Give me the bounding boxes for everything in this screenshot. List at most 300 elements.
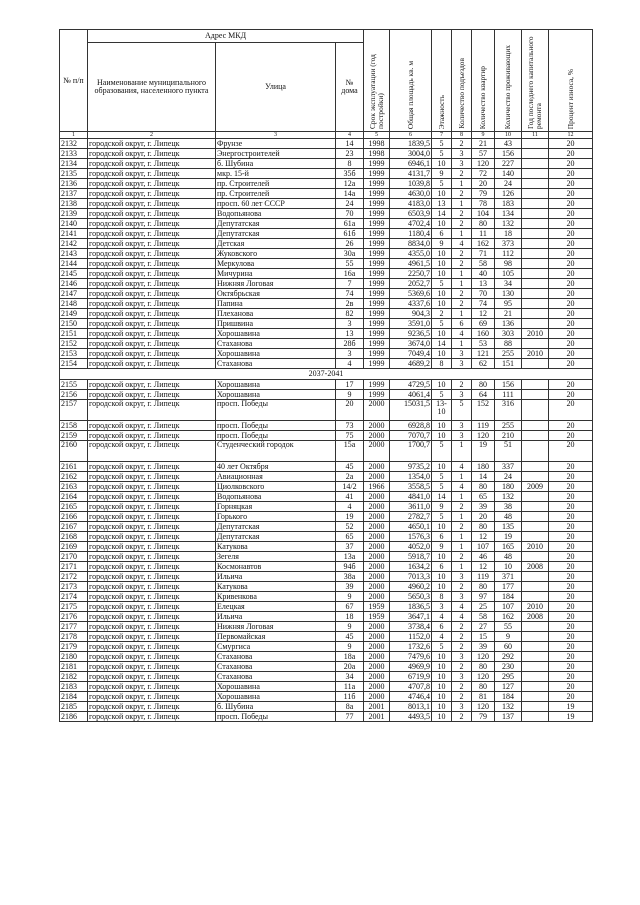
row-wear: 20 xyxy=(549,319,593,329)
column-number: 8 xyxy=(452,132,472,139)
row-year: 1999 xyxy=(364,179,390,189)
row-street: Катукова xyxy=(216,582,336,592)
row-no: 2172 xyxy=(60,572,88,582)
row-house: 8 xyxy=(336,159,364,169)
row-apartments: 162 xyxy=(472,239,495,249)
row-street: просп. Победы xyxy=(216,431,336,441)
row-municipality: городской округ, г. Липецк xyxy=(88,421,216,431)
table-row xyxy=(60,462,593,472)
row-street: Хорошавина xyxy=(216,682,336,692)
row-year: 2000 xyxy=(364,400,390,421)
header-area: Общая площадь кв. м xyxy=(390,30,432,132)
row-area: 3004,0 xyxy=(390,149,432,159)
row-no: 2181 xyxy=(60,662,88,672)
row-floors: 9 xyxy=(432,542,452,552)
table-row xyxy=(60,562,593,572)
row-last-repair xyxy=(522,441,549,462)
row-house: 52 xyxy=(336,522,364,532)
row-wear: 20 xyxy=(549,492,593,502)
row-entrances: 3 xyxy=(452,421,472,431)
row-apartments: 80 xyxy=(472,380,495,390)
row-floors: 5 xyxy=(432,441,452,462)
row-entrances: 6 xyxy=(452,319,472,329)
row-area: 4355,0 xyxy=(390,249,432,259)
row-area: 8834,0 xyxy=(390,239,432,249)
row-last-repair xyxy=(522,319,549,329)
header-street: Улица xyxy=(216,43,336,132)
row-wear: 20 xyxy=(549,421,593,431)
row-wear: 20 xyxy=(549,359,593,369)
row-no: 2157 xyxy=(60,400,88,421)
row-no: 2183 xyxy=(60,682,88,692)
row-last-repair: 2009 xyxy=(522,482,549,492)
row-house: 11б xyxy=(336,692,364,702)
row-municipality: городской округ, г. Липецк xyxy=(88,582,216,592)
row-entrances: 1 xyxy=(452,472,472,482)
row-wear: 20 xyxy=(549,299,593,309)
row-house: 61а xyxy=(336,219,364,229)
row-municipality: городской округ, г. Липецк xyxy=(88,179,216,189)
row-entrances: 1 xyxy=(452,441,472,462)
row-residents: 112 xyxy=(495,249,522,259)
row-last-repair xyxy=(522,472,549,482)
row-floors: 5 xyxy=(432,642,452,652)
row-municipality: городской округ, г. Липецк xyxy=(88,319,216,329)
row-house: 9 xyxy=(336,592,364,602)
row-house: 23 xyxy=(336,149,364,159)
row-street: Плеханова xyxy=(216,309,336,319)
row-street: мкр. 15-й xyxy=(216,169,336,179)
row-house: 14а xyxy=(336,189,364,199)
row-house: 55 xyxy=(336,259,364,269)
row-residents: 19 xyxy=(495,532,522,542)
row-municipality: городской округ, г. Липецк xyxy=(88,189,216,199)
row-municipality: городской округ, г. Липецк xyxy=(88,682,216,692)
table-row xyxy=(60,209,593,219)
column-number: 11 xyxy=(522,132,549,139)
row-wear: 20 xyxy=(549,542,593,552)
row-floors: 10 xyxy=(432,349,452,359)
table-row xyxy=(60,582,593,592)
table-row xyxy=(60,652,593,662)
row-floors: 10 xyxy=(432,692,452,702)
row-street: Авиационная xyxy=(216,472,336,482)
row-house: 75 xyxy=(336,431,364,441)
row-last-repair xyxy=(522,682,549,692)
row-area: 1152,0 xyxy=(390,632,432,642)
row-year: 1999 xyxy=(364,390,390,400)
row-residents: 18 xyxy=(495,229,522,239)
row-municipality: городской округ, г. Липецк xyxy=(88,652,216,662)
row-residents: 51 xyxy=(495,441,522,462)
table-row xyxy=(60,390,593,400)
row-entrances: 2 xyxy=(452,139,472,149)
row-residents: 177 xyxy=(495,582,522,592)
row-area: 4729,5 xyxy=(390,380,432,390)
row-floors: 10 xyxy=(432,249,452,259)
row-floors: 5 xyxy=(432,512,452,522)
row-floors: 2 xyxy=(432,309,452,319)
row-wear: 20 xyxy=(549,462,593,472)
row-municipality: городской округ, г. Липецк xyxy=(88,492,216,502)
row-municipality: городской округ, г. Липецк xyxy=(88,642,216,652)
row-no: 2148 xyxy=(60,299,88,309)
row-floors: 4 xyxy=(432,612,452,622)
row-year: 2000 xyxy=(364,441,390,462)
row-house: 3 xyxy=(336,349,364,359)
row-no: 2168 xyxy=(60,532,88,542)
row-apartments: 21 xyxy=(472,139,495,149)
row-area: 1732,6 xyxy=(390,642,432,652)
row-area: 4630,0 xyxy=(390,189,432,199)
period-separator-row xyxy=(60,369,593,380)
row-residents: 88 xyxy=(495,339,522,349)
table-row xyxy=(60,552,593,562)
row-wear: 20 xyxy=(549,522,593,532)
row-apartments: 62 xyxy=(472,359,495,369)
row-municipality: городской округ, г. Липецк xyxy=(88,239,216,249)
row-year: 1999 xyxy=(364,329,390,339)
table-row xyxy=(60,622,593,632)
row-apartments: 81 xyxy=(472,692,495,702)
row-no: 2139 xyxy=(60,209,88,219)
row-area: 6928,8 xyxy=(390,421,432,431)
column-number: 6 xyxy=(390,132,432,139)
row-floors: 13- 10 xyxy=(432,400,452,421)
row-municipality: городской округ, г. Липецк xyxy=(88,249,216,259)
row-house: 9 xyxy=(336,622,364,632)
row-area: 4689,2 xyxy=(390,359,432,369)
row-year: 2000 xyxy=(364,642,390,652)
row-floors: 8 xyxy=(432,592,452,602)
row-entrances: 4 xyxy=(452,482,472,492)
row-apartments: 46 xyxy=(472,552,495,562)
row-wear: 20 xyxy=(549,309,593,319)
row-residents: 255 xyxy=(495,349,522,359)
row-house: 14/2 xyxy=(336,482,364,492)
row-area: 6503,9 xyxy=(390,209,432,219)
row-entrances: 3 xyxy=(452,359,472,369)
header-wear: Процент износа, % xyxy=(549,30,593,132)
table-row xyxy=(60,149,593,159)
row-residents: 162 xyxy=(495,612,522,622)
column-number: 10 xyxy=(495,132,522,139)
row-floors: 10 xyxy=(432,572,452,582)
row-no: 2185 xyxy=(60,702,88,712)
row-area: 3647,1 xyxy=(390,612,432,622)
row-house: 28б xyxy=(336,339,364,349)
row-year: 1999 xyxy=(364,339,390,349)
row-house: 41 xyxy=(336,492,364,502)
row-house: 3 xyxy=(336,319,364,329)
table-row xyxy=(60,512,593,522)
row-residents: 295 xyxy=(495,672,522,682)
row-wear: 20 xyxy=(549,149,593,159)
table-row xyxy=(60,259,593,269)
row-floors: 10 xyxy=(432,682,452,692)
row-apartments: 39 xyxy=(472,502,495,512)
row-area: 5369,6 xyxy=(390,289,432,299)
header-row-group xyxy=(60,30,593,43)
row-house: 8а xyxy=(336,702,364,712)
row-floors: 6 xyxy=(432,562,452,572)
table-row xyxy=(60,299,593,309)
row-no: 2161 xyxy=(60,462,88,472)
row-apartments: 79 xyxy=(472,712,495,722)
row-apartments: 15 xyxy=(472,632,495,642)
row-street: Горького xyxy=(216,512,336,522)
row-year: 1999 xyxy=(364,169,390,179)
row-residents: 184 xyxy=(495,592,522,602)
header-residents: Количество проживающих xyxy=(495,30,522,132)
row-floors: 9 xyxy=(432,502,452,512)
row-street: Горняцкая xyxy=(216,502,336,512)
row-municipality: городской округ, г. Липецк xyxy=(88,229,216,239)
row-apartments: 11 xyxy=(472,229,495,239)
row-no: 2158 xyxy=(60,421,88,431)
row-no: 2162 xyxy=(60,472,88,482)
row-apartments: 71 xyxy=(472,249,495,259)
row-last-repair xyxy=(522,492,549,502)
row-entrances: 1 xyxy=(452,492,472,502)
row-area: 9735,2 xyxy=(390,462,432,472)
row-residents: 140 xyxy=(495,169,522,179)
row-apartments: 97 xyxy=(472,592,495,602)
row-street: Стаханова xyxy=(216,339,336,349)
row-area: 4961,5 xyxy=(390,259,432,269)
row-apartments: 78 xyxy=(472,199,495,209)
row-street: 40 лет Октября xyxy=(216,462,336,472)
row-no: 2171 xyxy=(60,562,88,572)
row-municipality: городской округ, г. Липецк xyxy=(88,692,216,702)
row-wear: 20 xyxy=(549,512,593,522)
row-house: 35б xyxy=(336,169,364,179)
table-row xyxy=(60,482,593,492)
row-area: 3558,5 xyxy=(390,482,432,492)
row-year: 2000 xyxy=(364,502,390,512)
row-house: 74 xyxy=(336,289,364,299)
row-wear: 20 xyxy=(549,682,593,692)
row-wear: 20 xyxy=(549,249,593,259)
row-entrances: 2 xyxy=(452,259,472,269)
row-area: 4841,0 xyxy=(390,492,432,502)
row-apartments: 53 xyxy=(472,339,495,349)
row-street: Мичурина xyxy=(216,269,336,279)
row-street: просп. Победы xyxy=(216,421,336,431)
column-number: 5 xyxy=(364,132,390,139)
row-last-repair xyxy=(522,339,549,349)
row-residents: 184 xyxy=(495,692,522,702)
row-municipality: городской округ, г. Липецк xyxy=(88,359,216,369)
row-house: 9 xyxy=(336,390,364,400)
row-no: 2176 xyxy=(60,612,88,622)
row-year: 2000 xyxy=(364,632,390,642)
row-no: 2149 xyxy=(60,309,88,319)
row-last-repair xyxy=(522,532,549,542)
row-house: 82 xyxy=(336,309,364,319)
row-last-repair xyxy=(522,269,549,279)
row-street: Стаханова xyxy=(216,652,336,662)
row-wear: 20 xyxy=(549,229,593,239)
row-street: Водопьянова xyxy=(216,209,336,219)
row-house: 26 xyxy=(336,239,364,249)
table-row xyxy=(60,602,593,612)
row-no: 2151 xyxy=(60,329,88,339)
row-wear: 20 xyxy=(549,602,593,612)
row-wear: 20 xyxy=(549,482,593,492)
row-no: 2136 xyxy=(60,179,88,189)
row-floors: 10 xyxy=(432,159,452,169)
table-row xyxy=(60,229,593,239)
row-year: 2000 xyxy=(364,421,390,431)
row-residents: 126 xyxy=(495,189,522,199)
row-last-repair xyxy=(522,179,549,189)
table-row xyxy=(60,431,593,441)
row-floors: 10 xyxy=(432,712,452,722)
row-floors: 5 xyxy=(432,149,452,159)
row-last-repair xyxy=(522,139,549,149)
row-area: 3591,0 xyxy=(390,319,432,329)
row-apartments: 119 xyxy=(472,421,495,431)
row-residents: 48 xyxy=(495,552,522,562)
row-entrances: 2 xyxy=(452,642,472,652)
row-wear: 20 xyxy=(549,592,593,602)
row-no: 2179 xyxy=(60,642,88,652)
row-wear: 20 xyxy=(549,189,593,199)
table-row xyxy=(60,289,593,299)
table-header xyxy=(60,30,593,139)
row-wear: 19 xyxy=(549,702,593,712)
row-apartments: 64 xyxy=(472,390,495,400)
row-last-repair xyxy=(522,572,549,582)
row-year: 1998 xyxy=(364,139,390,149)
row-residents: 130 xyxy=(495,289,522,299)
row-street: просп. 60 лет СССР xyxy=(216,199,336,209)
row-residents: 95 xyxy=(495,299,522,309)
row-no: 2137 xyxy=(60,189,88,199)
row-entrances: 3 xyxy=(452,431,472,441)
header-house: № дома xyxy=(336,43,364,132)
row-municipality: городской округ, г. Липецк xyxy=(88,572,216,582)
table-separator xyxy=(60,369,593,380)
row-house: 2а xyxy=(336,472,364,482)
row-residents: 55 xyxy=(495,622,522,632)
row-no: 2147 xyxy=(60,289,88,299)
row-street: Ильича xyxy=(216,612,336,622)
row-year: 1999 xyxy=(364,380,390,390)
row-apartments: 12 xyxy=(472,309,495,319)
row-apartments: 58 xyxy=(472,612,495,622)
row-municipality: городской округ, г. Липецк xyxy=(88,512,216,522)
row-residents: 135 xyxy=(495,522,522,532)
row-floors: 10 xyxy=(432,522,452,532)
row-last-repair: 2008 xyxy=(522,612,549,622)
row-floors: 4 xyxy=(432,632,452,642)
row-municipality: городской округ, г. Липецк xyxy=(88,289,216,299)
table-row xyxy=(60,502,593,512)
row-area: 5650,3 xyxy=(390,592,432,602)
row-entrances: 5 xyxy=(452,400,472,421)
row-area: 7070,7 xyxy=(390,431,432,441)
row-apartments: 152 xyxy=(472,400,495,421)
row-year: 2000 xyxy=(364,672,390,682)
row-wear: 20 xyxy=(549,259,593,269)
row-last-repair xyxy=(522,169,549,179)
row-entrances: 3 xyxy=(452,572,472,582)
row-year: 1999 xyxy=(364,229,390,239)
row-last-repair xyxy=(522,209,549,219)
row-entrances: 3 xyxy=(452,149,472,159)
row-municipality: городской округ, г. Липецк xyxy=(88,542,216,552)
row-wear: 20 xyxy=(549,642,593,652)
row-no: 2132 xyxy=(60,139,88,149)
row-house: 18а xyxy=(336,652,364,662)
row-wear: 20 xyxy=(549,622,593,632)
table-row xyxy=(60,441,593,462)
row-municipality: городской округ, г. Липецк xyxy=(88,552,216,562)
row-last-repair xyxy=(522,502,549,512)
row-year: 1999 xyxy=(364,299,390,309)
row-floors: 10 xyxy=(432,259,452,269)
row-floors: 10 xyxy=(432,462,452,472)
row-municipality: городской округ, г. Липецк xyxy=(88,441,216,462)
row-residents: 156 xyxy=(495,380,522,390)
row-floors: 10 xyxy=(432,289,452,299)
row-residents: 132 xyxy=(495,219,522,229)
row-street: Елецкая xyxy=(216,602,336,612)
row-area: 7049,4 xyxy=(390,349,432,359)
row-no: 2144 xyxy=(60,259,88,269)
row-street: Депутатская xyxy=(216,219,336,229)
row-area: 4131,7 xyxy=(390,169,432,179)
row-street: Катукова xyxy=(216,542,336,552)
row-no: 2142 xyxy=(60,239,88,249)
row-apartments: 19 xyxy=(472,441,495,462)
row-area: 4650,1 xyxy=(390,522,432,532)
row-entrances: 2 xyxy=(452,632,472,642)
row-year: 2000 xyxy=(364,522,390,532)
row-area: 7479,6 xyxy=(390,652,432,662)
row-entrances: 1 xyxy=(452,229,472,239)
row-entrances: 1 xyxy=(452,339,472,349)
row-apartments: 120 xyxy=(472,672,495,682)
row-municipality: городской округ, г. Липецк xyxy=(88,169,216,179)
row-municipality: городской округ, г. Липецк xyxy=(88,269,216,279)
row-year: 1959 xyxy=(364,602,390,612)
row-wear: 20 xyxy=(549,692,593,702)
row-year: 1999 xyxy=(364,219,390,229)
row-municipality: городской округ, г. Липецк xyxy=(88,472,216,482)
row-last-repair xyxy=(522,229,549,239)
row-no: 2140 xyxy=(60,219,88,229)
row-apartments: 70 xyxy=(472,289,495,299)
row-wear: 20 xyxy=(549,199,593,209)
row-municipality: городской округ, г. Липецк xyxy=(88,209,216,219)
row-area: 4052,0 xyxy=(390,542,432,552)
row-year: 2000 xyxy=(364,692,390,702)
row-last-repair xyxy=(522,189,549,199)
row-floors: 10 xyxy=(432,431,452,441)
row-street: Космонавтов xyxy=(216,562,336,572)
row-year: 1999 xyxy=(364,309,390,319)
row-entrances: 4 xyxy=(452,329,472,339)
row-house: 67 xyxy=(336,602,364,612)
row-no: 2143 xyxy=(60,249,88,259)
row-street: Хорошавина xyxy=(216,349,336,359)
row-no: 2166 xyxy=(60,512,88,522)
period-separator-label: 2037-2041 xyxy=(60,369,593,380)
row-no: 2178 xyxy=(60,632,88,642)
